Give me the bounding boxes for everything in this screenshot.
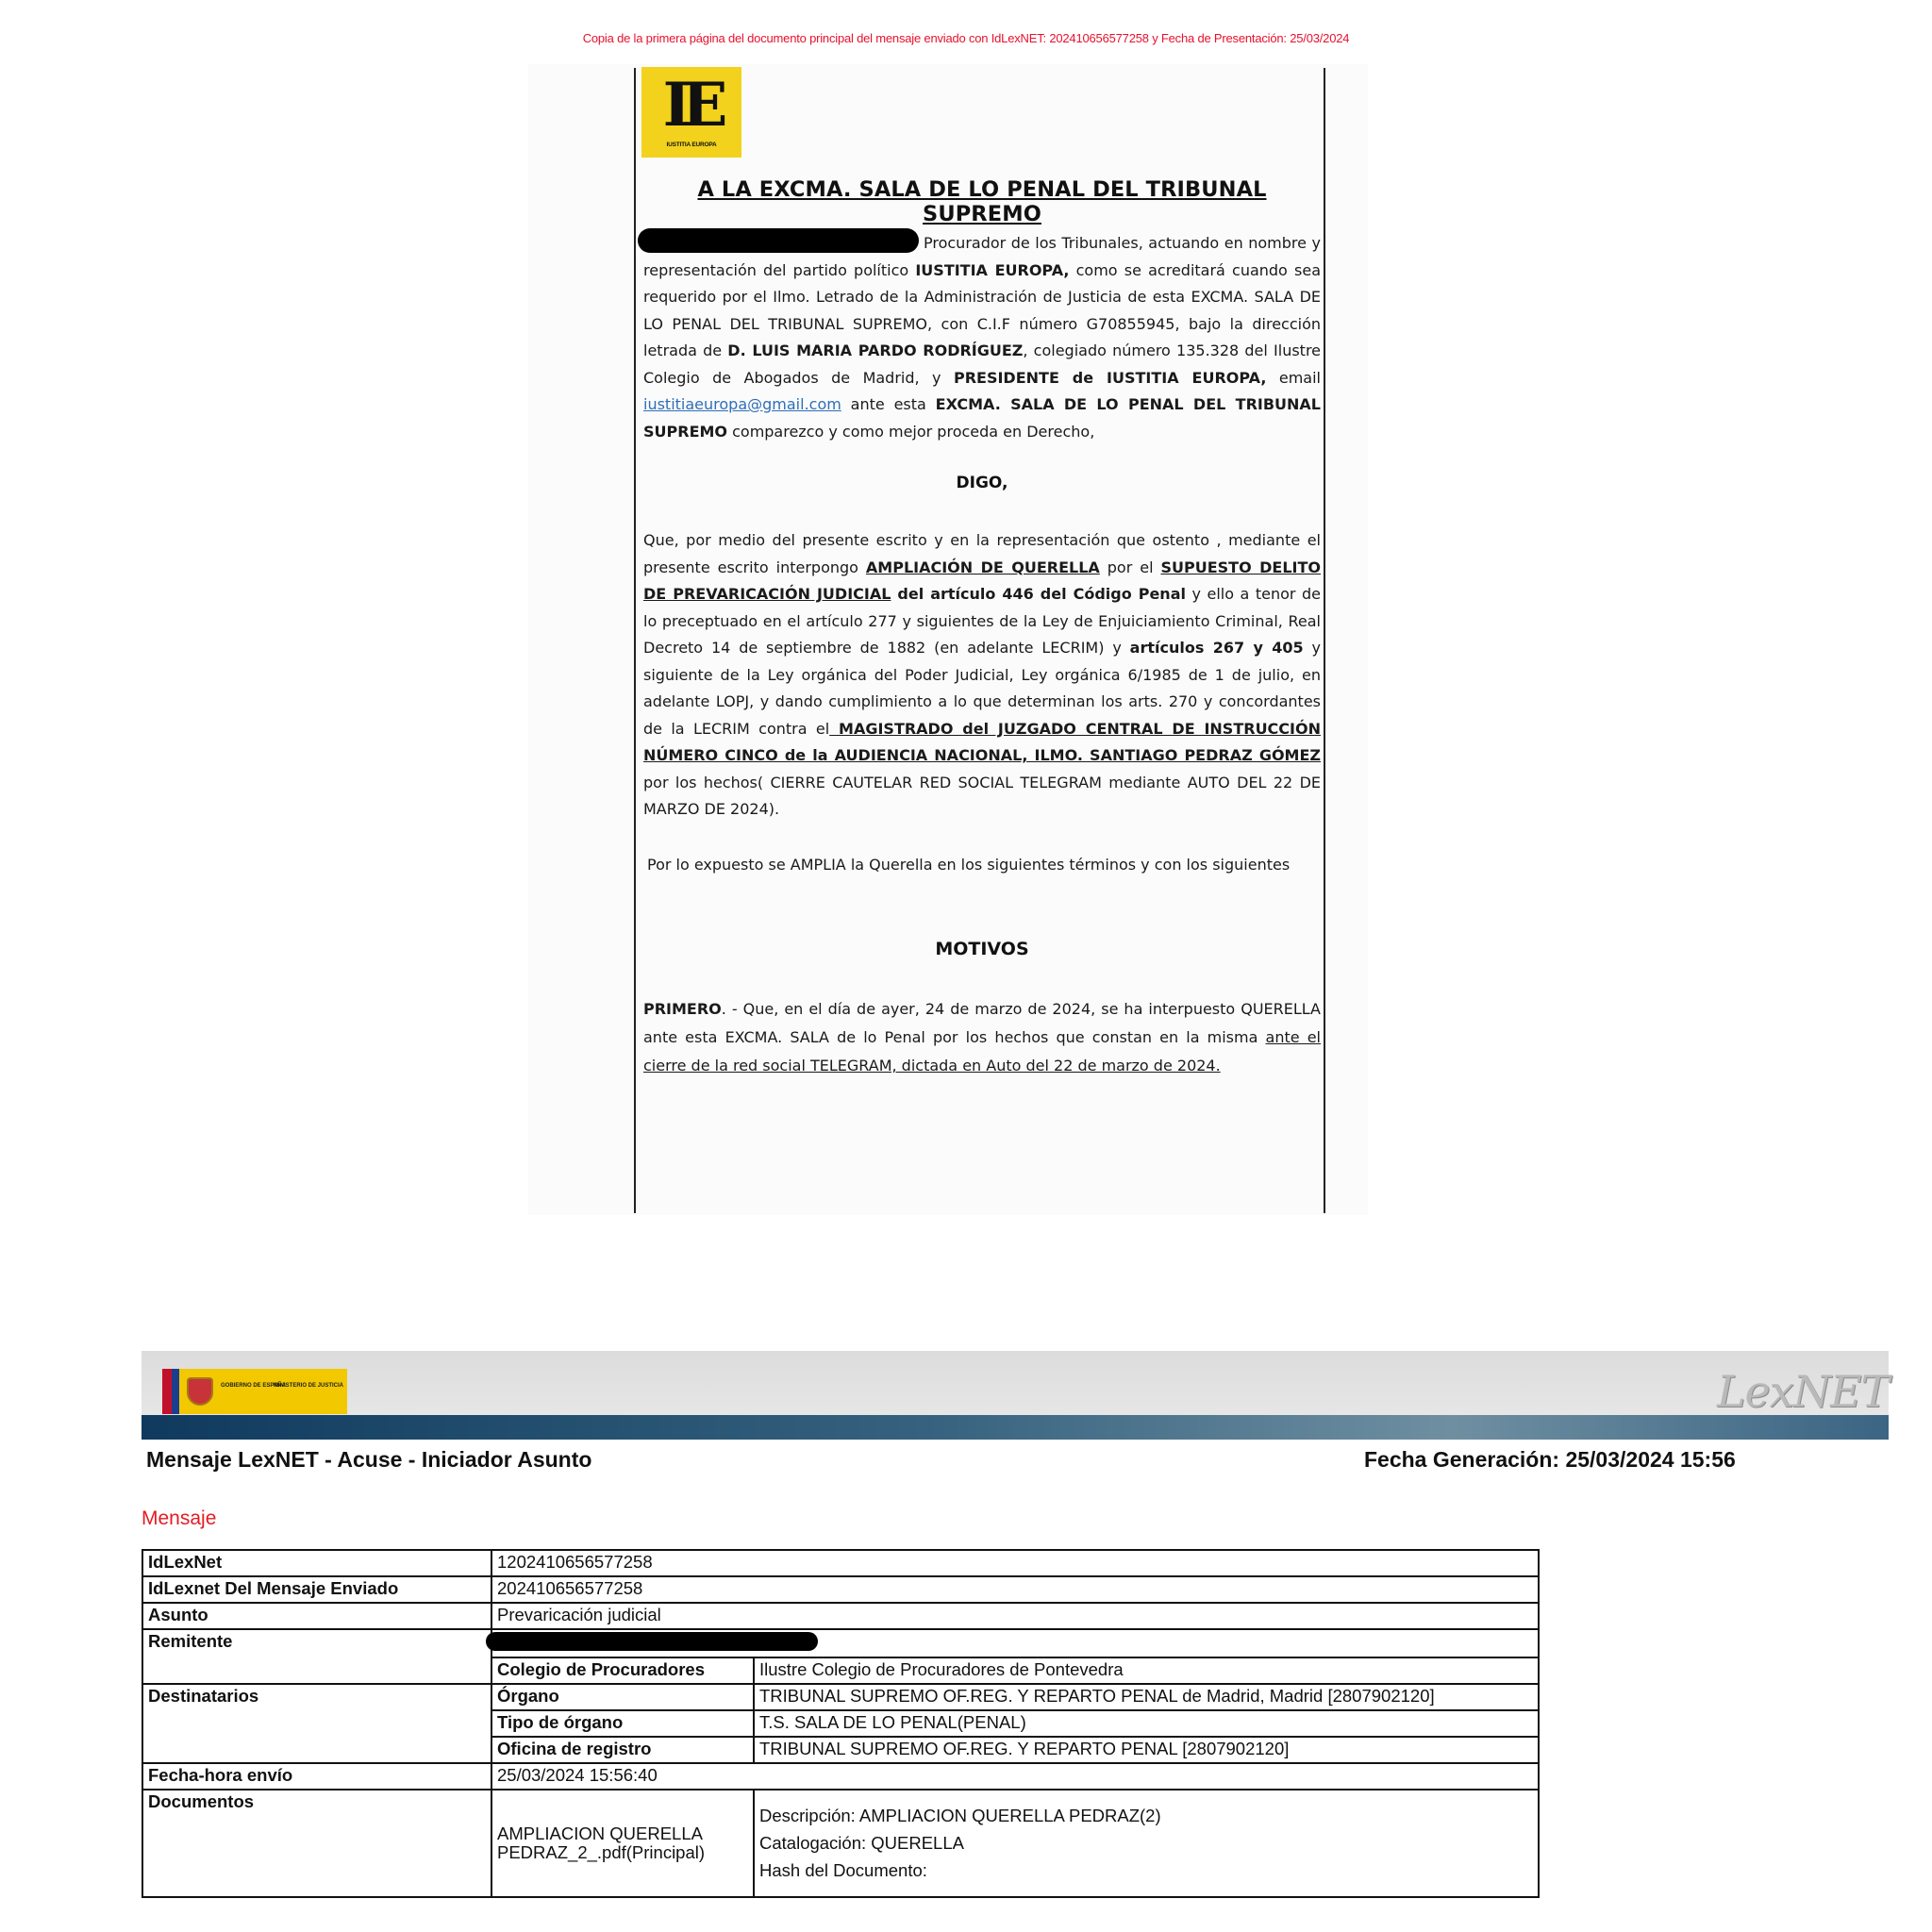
paragraph-intro: Procurador de los Tribunales, actuando en nombre y representación del partido político IUSTITIA EUROPA, como se acreditará cuando sea requerido por el Ilmo. Letrado de la Administración de Justicia de esta EXCMA. SALA DE LO PENAL DEL TRIBUNAL SUPREMO, con C.I.F número G70855945, bajo la dirección letrada de D. LUIS MARIA PARDO RODRÍGUEZ, colegiado número 135.328 del Ilustre Colegio de Abogados de Madrid, y PRESIDENTE de IUSTITIA EUROPA, email iustitiaeuropa@gmail.com ante esta EXCMA. SALA DE LO PENAL DEL TRIBUNAL SUPREMO comparezco y como mejor proceda en Derecho, <box>643 234 1322 441</box>
motivos-heading: MOTIVOS <box>935 939 1029 959</box>
fecha-envio-label: Fecha-hora envío <box>142 1763 491 1790</box>
documentos-label: Documentos <box>142 1790 491 1897</box>
gobierno-text: GOBIERNO DE ESPAÑA <box>221 1383 286 1389</box>
document-catalog: Catalogación: QUERELLA <box>759 1833 964 1853</box>
organo-value: TRIBUNAL SUPREMO OF.REG. Y REPARTO PENAL de Madrid, Madrid [2807902120] <box>754 1684 1539 1710</box>
table-row <box>142 1684 1539 1710</box>
lexnet-header-strip <box>142 1415 1889 1440</box>
oficina-value: TRIBUNAL SUPREMO OF.REG. Y REPARTO PENAL [2807902120] <box>754 1737 1539 1763</box>
table-row <box>142 1790 1539 1897</box>
idenviado-label: IdLexnet Del Mensaje Enviado <box>142 1576 491 1603</box>
generation-date: Fecha Generación: 25/03/2024 15:56 <box>1364 1447 1736 1472</box>
destinatarios-label: Destinatarios <box>142 1684 491 1763</box>
oficina-label: Oficina de registro <box>491 1737 754 1763</box>
redacted-sender <box>486 1632 818 1651</box>
table-row <box>142 1550 1539 1576</box>
remitente-label: Remitente <box>142 1629 491 1684</box>
document-description: Descripción: AMPLIACION QUERELLA PEDRAZ(2) <box>759 1806 1161 1825</box>
receipt-title: Mensaje LexNET - Acuse - Iniciador Asunto <box>146 1447 592 1472</box>
fecha-envio-value: 25/03/2024 15:56:40 <box>491 1763 1539 1790</box>
idenviado-value: 202410656577258 <box>491 1576 1539 1603</box>
remitente-value <box>491 1629 1539 1657</box>
message-details-table <box>142 1549 1540 1898</box>
gobierno-espana-logo <box>162 1369 347 1414</box>
document-details <box>754 1790 1539 1897</box>
table-row <box>142 1603 1539 1629</box>
logo-caption: IUSTITIA EUROPA <box>666 142 717 148</box>
iustitia-europa-logo <box>641 67 741 158</box>
idlexnet-label: IdLexNet <box>142 1550 491 1576</box>
paragraph-por-lo-expuesto: Por lo expuesto se AMPLIA la Querella en los siguientes términos y con los siguientes <box>647 856 1291 874</box>
table-row <box>142 1576 1539 1603</box>
presentation-note: Copia de la primera página del documento principal del mensaje enviado con IdLexNET: 202410656577258 y Fecha de Presentación: 25/03/2024 <box>582 31 1350 45</box>
table-row <box>142 1629 1539 1657</box>
coat-of-arms-icon <box>187 1377 213 1406</box>
ministerio-text: MINISTERIO DE JUSTICIA <box>274 1383 344 1389</box>
colegio-label: Colegio de Procuradores <box>491 1657 754 1684</box>
paragraph-que: Que, por medio del presente escrito y en la representación que ostento , mediante el presente escrito interpongo AMPLIACIÓN DE QUERELLA por el SUPUESTO DELITO DE PREVARICACIÓN JUDICIAL del artículo 446 del Código Penal y ello a tenor de lo preceptuado en el artículo 277 y siguientes de la Ley de Enjuiciamiento Criminal, Real Decreto 14 de septiembre de 1882 (en adelante LECRIM) y artículos 267 y 405 y siguiente de la Ley orgánica del Poder Judicial, Ley orgánica 6/1985 de 1 de julio, en adelante LOPJ, y dando cumplimiento a lo que determinan los arts. 270 y concordantes de la LECRIM contra el MAGISTRADO del JUZGADO CENTRAL DE INSTRUCCIÓN NÚMERO CINCO de la AUDIENCIA NACIONAL, ILMO. SANTIAGO PEDRAZ GÓMEZ por los hechos( CIERRE CAUTELAR RED SOCIAL TELEGRAM mediante AUTO DEL 22 DE MARZO DE 2024). <box>643 531 1322 818</box>
organo-label: Órgano <box>491 1684 754 1710</box>
mensaje-section-heading: Mensaje <box>142 1507 217 1529</box>
ie-monogram-icon: IE <box>662 70 719 141</box>
table-row <box>142 1763 1539 1790</box>
asunto-label: Asunto <box>142 1603 491 1629</box>
asunto-value: Prevaricación judicial <box>491 1603 1539 1629</box>
email-link[interactable]: iustitiaeuropa@gmail.com <box>643 395 841 413</box>
paragraph-primero: PRIMERO. - Que, en el día de ayer, 24 de marzo de 2024, se ha interpuesto QUERELLA ante esta EXCMA. SALA de lo Penal por los hechos que constan en la misma ante el cierre de la red social TELEGRAM, dictada en Auto del 22 de marzo de 2024. <box>643 1000 1322 1074</box>
tipo-organo-value: T.S. SALA DE LO PENAL(PENAL) <box>754 1710 1539 1737</box>
document-hash-label: Hash del Documento: <box>759 1860 927 1880</box>
lexnet-logo: LexNET <box>1717 1366 1890 1417</box>
colegio-value: Ilustre Colegio de Procuradores de Pontevedra <box>754 1657 1539 1684</box>
document-title: A LA EXCMA. SALA DE LO PENAL DEL TRIBUNAL SUPREMO <box>697 177 1267 226</box>
lexnet-header-banner <box>142 1351 1889 1415</box>
tipo-organo-label: Tipo de órgano <box>491 1710 754 1737</box>
idlexnet-value: 1202410656577258 <box>491 1550 1539 1576</box>
document-file[interactable]: AMPLIACION QUERELLA PEDRAZ_2_.pdf(Principal) <box>491 1790 754 1897</box>
digo-heading: DIGO, <box>956 474 1008 492</box>
